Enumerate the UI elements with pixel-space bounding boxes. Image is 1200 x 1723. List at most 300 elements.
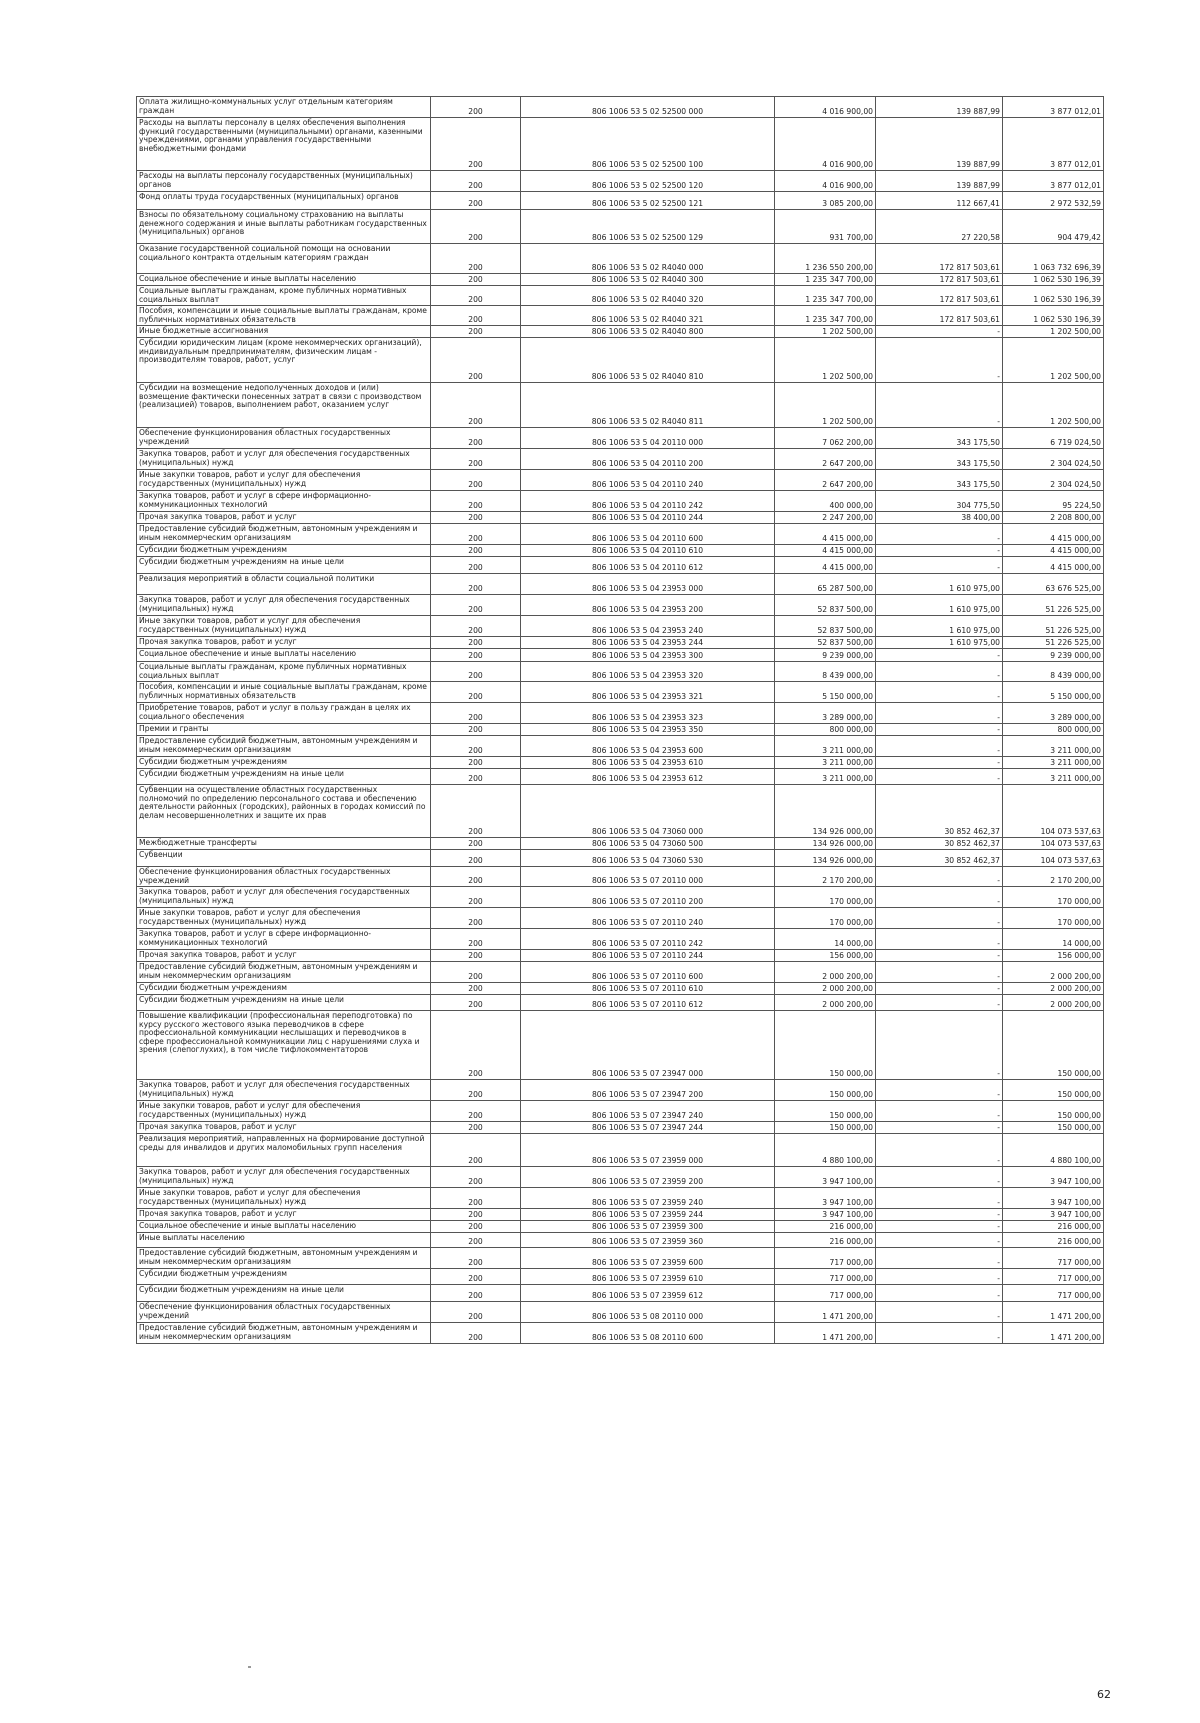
row-executed: 139 887,99 xyxy=(876,97,1003,118)
table-row xyxy=(137,244,1104,274)
table-row xyxy=(137,1188,1104,1209)
row-remaining: 904 479,42 xyxy=(1003,210,1104,244)
row-executed: - xyxy=(876,736,1003,757)
row-budget-code: 806 1006 53 5 04 23953 240 xyxy=(521,616,775,637)
table-row xyxy=(137,616,1104,637)
row-line-code: 200 xyxy=(431,850,521,867)
row-budget-code: 806 1006 53 5 07 23959 612 xyxy=(521,1285,775,1302)
row-name: Субсидии юридическим лицам (кроме некоммерческих организаций), индивидуальным предпринимателям, физическим лицам - производителям товаров, работ, услуг xyxy=(137,338,431,383)
row-remaining: 156 000,00 xyxy=(1003,950,1104,962)
row-line-code: 200 xyxy=(431,274,521,286)
row-executed: - xyxy=(876,1134,1003,1167)
row-name: Расходы на выплаты персоналу государственных (муниципальных) органов xyxy=(137,171,431,192)
table-row xyxy=(137,838,1104,850)
row-name: Предоставление субсидий бюджетным, автономным учреждениям и иным некоммерческим организациям xyxy=(137,1323,431,1344)
table-row xyxy=(137,1323,1104,1344)
row-budget-code: 806 1006 53 5 08 20110 600 xyxy=(521,1323,775,1344)
row-executed: 172 817 503,61 xyxy=(876,306,1003,326)
row-name: Прочая закупка товаров, работ и услуг xyxy=(137,1209,431,1221)
row-budget-code: 806 1006 53 5 04 23953 600 xyxy=(521,736,775,757)
row-line-code: 200 xyxy=(431,1233,521,1248)
row-name: Субсидии бюджетным учреждениям на иные цели xyxy=(137,769,431,785)
row-name: Иные закупки товаров, работ и услуг для обеспечения государственных (муниципальных) нужд xyxy=(137,1101,431,1122)
row-approved: 2 000 200,00 xyxy=(775,995,876,1011)
row-budget-code: 806 1006 53 5 02 R4040 320 xyxy=(521,286,775,306)
row-approved: 14 000,00 xyxy=(775,929,876,950)
row-budget-code: 806 1006 53 5 04 23953 320 xyxy=(521,662,775,682)
row-executed: - xyxy=(876,995,1003,1011)
table-row xyxy=(137,470,1104,491)
row-budget-code: 806 1006 53 5 07 20110 000 xyxy=(521,867,775,887)
table-row xyxy=(137,1122,1104,1134)
row-budget-code: 806 1006 53 5 04 23953 321 xyxy=(521,682,775,703)
row-approved: 2 647 200,00 xyxy=(775,449,876,470)
row-budget-code: 806 1006 53 5 04 23953 610 xyxy=(521,757,775,769)
row-name: Закупка товаров, работ и услуг для обеспечения государственных (муниципальных) нужд xyxy=(137,449,431,470)
row-remaining: 717 000,00 xyxy=(1003,1248,1104,1269)
table-row xyxy=(137,428,1104,449)
row-name: Премии и гранты xyxy=(137,724,431,736)
row-approved: 2 000 200,00 xyxy=(775,983,876,995)
row-approved: 2 247 200,00 xyxy=(775,512,876,524)
table-row xyxy=(137,867,1104,887)
row-name: Предоставление субсидий бюджетным, автономным учреждениям и иным некоммерческим организациям xyxy=(137,962,431,983)
row-name: Субсидии бюджетным учреждениям xyxy=(137,757,431,769)
row-budget-code: 806 1006 53 5 07 23959 200 xyxy=(521,1167,775,1188)
row-remaining: 1 202 500,00 xyxy=(1003,326,1104,338)
row-name: Прочая закупка товаров, работ и услуг xyxy=(137,512,431,524)
row-budget-code: 806 1006 53 5 07 23959 000 xyxy=(521,1134,775,1167)
row-executed: 30 852 462,37 xyxy=(876,785,1003,838)
row-name: Иные закупки товаров, работ и услуг для обеспечения государственных (муниципальных) нужд xyxy=(137,908,431,929)
row-name: Субсидии бюджетным учреждениям на иные цели xyxy=(137,557,431,574)
table-row xyxy=(137,1101,1104,1122)
table-row xyxy=(137,887,1104,908)
row-line-code: 200 xyxy=(431,524,521,545)
row-executed: - xyxy=(876,1188,1003,1209)
row-line-code: 200 xyxy=(431,1209,521,1221)
row-budget-code: 806 1006 53 5 04 23953 612 xyxy=(521,769,775,785)
row-line-code: 200 xyxy=(431,192,521,210)
row-remaining: 3 289 000,00 xyxy=(1003,703,1104,724)
row-approved: 3 211 000,00 xyxy=(775,736,876,757)
row-approved: 216 000,00 xyxy=(775,1233,876,1248)
row-remaining: 2 170 200,00 xyxy=(1003,867,1104,887)
row-budget-code: 806 1006 53 5 07 23947 000 xyxy=(521,1011,775,1080)
row-approved: 3 947 100,00 xyxy=(775,1188,876,1209)
row-budget-code: 806 1006 53 5 04 23953 200 xyxy=(521,595,775,616)
row-budget-code: 806 1006 53 5 07 23959 600 xyxy=(521,1248,775,1269)
row-budget-code: 806 1006 53 5 08 20110 000 xyxy=(521,1302,775,1323)
row-line-code: 200 xyxy=(431,995,521,1011)
row-executed: 343 175,50 xyxy=(876,428,1003,449)
row-approved: 52 837 500,00 xyxy=(775,616,876,637)
row-approved: 1 235 347 700,00 xyxy=(775,306,876,326)
row-budget-code: 806 1006 53 5 02 R4040 811 xyxy=(521,383,775,428)
table-row xyxy=(137,97,1104,118)
row-line-code: 200 xyxy=(431,512,521,524)
row-name: Взносы по обязательному социальному страхованию на выплаты денежного содержания и иные выплаты работникам государственных (муниципальных) органов xyxy=(137,210,431,244)
row-approved: 52 837 500,00 xyxy=(775,637,876,649)
row-budget-code: 806 1006 53 5 02 R4040 300 xyxy=(521,274,775,286)
row-line-code: 200 xyxy=(431,724,521,736)
row-remaining: 2 304 024,50 xyxy=(1003,449,1104,470)
row-remaining: 3 947 100,00 xyxy=(1003,1188,1104,1209)
table-row xyxy=(137,950,1104,962)
table-row xyxy=(137,724,1104,736)
row-name: Расходы на выплаты персоналу в целях обеспечения выполнения функций государственными (муниципальными) органами, казенными учреждениями, органами управления государственными внебюджетными фондами xyxy=(137,118,431,171)
row-remaining: 3 877 012,01 xyxy=(1003,171,1104,192)
row-line-code: 200 xyxy=(431,1248,521,1269)
row-name: Закупка товаров, работ и услуг для обеспечения государственных (муниципальных) нужд xyxy=(137,595,431,616)
row-budget-code: 806 1006 53 5 04 20110 242 xyxy=(521,491,775,512)
row-executed: 27 220,58 xyxy=(876,210,1003,244)
table-row xyxy=(137,118,1104,171)
table-row xyxy=(137,383,1104,428)
table-row xyxy=(137,1248,1104,1269)
row-remaining: 150 000,00 xyxy=(1003,1101,1104,1122)
row-line-code: 200 xyxy=(431,1269,521,1285)
row-line-code: 200 xyxy=(431,682,521,703)
row-remaining: 4 415 000,00 xyxy=(1003,524,1104,545)
table-row xyxy=(137,1302,1104,1323)
row-remaining: 9 239 000,00 xyxy=(1003,649,1104,662)
row-line-code: 200 xyxy=(431,962,521,983)
row-approved: 4 415 000,00 xyxy=(775,557,876,574)
row-executed: 304 775,50 xyxy=(876,491,1003,512)
row-executed: 343 175,50 xyxy=(876,470,1003,491)
table-row xyxy=(137,850,1104,867)
row-approved: 156 000,00 xyxy=(775,950,876,962)
row-line-code: 200 xyxy=(431,785,521,838)
row-remaining: 2 000 200,00 xyxy=(1003,995,1104,1011)
row-name: Социальное обеспечение и иные выплаты населению xyxy=(137,1221,431,1233)
row-line-code: 200 xyxy=(431,1188,521,1209)
row-executed: - xyxy=(876,338,1003,383)
row-line-code: 200 xyxy=(431,1134,521,1167)
row-remaining: 3 947 100,00 xyxy=(1003,1209,1104,1221)
row-line-code: 200 xyxy=(431,470,521,491)
row-budget-code: 806 1006 53 5 04 20110 612 xyxy=(521,557,775,574)
row-name: Межбюджетные трансферты xyxy=(137,838,431,850)
row-executed: 172 817 503,61 xyxy=(876,274,1003,286)
row-line-code: 200 xyxy=(431,595,521,616)
row-approved: 170 000,00 xyxy=(775,887,876,908)
row-line-code: 200 xyxy=(431,637,521,649)
row-line-code: 200 xyxy=(431,887,521,908)
row-remaining: 4 880 100,00 xyxy=(1003,1134,1104,1167)
table-row xyxy=(137,962,1104,983)
row-approved: 3 947 100,00 xyxy=(775,1167,876,1188)
table-row xyxy=(137,1269,1104,1285)
table-row xyxy=(137,757,1104,769)
table-row xyxy=(137,595,1104,616)
row-name: Прочая закупка товаров, работ и услуг xyxy=(137,1122,431,1134)
row-remaining: 8 439 000,00 xyxy=(1003,662,1104,682)
row-remaining: 5 150 000,00 xyxy=(1003,682,1104,703)
row-name: Субсидии бюджетным учреждениям xyxy=(137,983,431,995)
row-executed: - xyxy=(876,1233,1003,1248)
row-executed: - xyxy=(876,950,1003,962)
row-approved: 2 000 200,00 xyxy=(775,962,876,983)
row-line-code: 200 xyxy=(431,210,521,244)
row-name: Закупка товаров, работ и услуг для обеспечения государственных (муниципальных) нужд xyxy=(137,887,431,908)
row-budget-code: 806 1006 53 5 07 23947 244 xyxy=(521,1122,775,1134)
row-executed: 172 817 503,61 xyxy=(876,286,1003,306)
row-name: Закупка товаров, работ и услуг в сфере информационно-коммуникационных технологий xyxy=(137,929,431,950)
row-budget-code: 806 1006 53 5 07 23947 240 xyxy=(521,1101,775,1122)
row-remaining: 1 062 530 196,39 xyxy=(1003,274,1104,286)
row-approved: 150 000,00 xyxy=(775,1101,876,1122)
row-approved: 9 239 000,00 xyxy=(775,649,876,662)
row-remaining: 2 000 200,00 xyxy=(1003,962,1104,983)
row-line-code: 200 xyxy=(431,1302,521,1323)
table-row xyxy=(137,929,1104,950)
row-line-code: 200 xyxy=(431,983,521,995)
row-approved: 3 085 200,00 xyxy=(775,192,876,210)
row-approved: 3 211 000,00 xyxy=(775,769,876,785)
row-budget-code: 806 1006 53 5 07 23959 244 xyxy=(521,1209,775,1221)
row-executed: - xyxy=(876,557,1003,574)
table-row xyxy=(137,1233,1104,1248)
row-executed: 30 852 462,37 xyxy=(876,838,1003,850)
row-approved: 1 202 500,00 xyxy=(775,326,876,338)
row-approved: 4 016 900,00 xyxy=(775,118,876,171)
row-name: Социальное обеспечение и иные выплаты населению xyxy=(137,649,431,662)
table-body xyxy=(137,97,1104,1344)
row-name: Субсидии на возмещение недополученных доходов и (или) возмещение фактически понесенных затрат в связи с производством (реализацией) товаров, выполнением работ, оказанием услуг xyxy=(137,383,431,428)
row-remaining: 1 202 500,00 xyxy=(1003,383,1104,428)
row-budget-code: 806 1006 53 5 04 23953 350 xyxy=(521,724,775,736)
row-executed: 139 887,99 xyxy=(876,118,1003,171)
row-line-code: 200 xyxy=(431,1011,521,1080)
row-approved: 4 880 100,00 xyxy=(775,1134,876,1167)
row-approved: 150 000,00 xyxy=(775,1011,876,1080)
row-remaining: 4 415 000,00 xyxy=(1003,557,1104,574)
row-remaining: 717 000,00 xyxy=(1003,1269,1104,1285)
table-row xyxy=(137,286,1104,306)
row-budget-code: 806 1006 53 5 07 23947 200 xyxy=(521,1080,775,1101)
row-executed: - xyxy=(876,1248,1003,1269)
row-name: Предоставление субсидий бюджетным, автономным учреждениям и иным некоммерческим организациям xyxy=(137,524,431,545)
row-remaining: 2 208 800,00 xyxy=(1003,512,1104,524)
row-approved: 2 170 200,00 xyxy=(775,867,876,887)
row-name: Предоставление субсидий бюджетным, автономным учреждениям и иным некоммерческим организациям xyxy=(137,1248,431,1269)
table-row xyxy=(137,545,1104,557)
row-approved: 134 926 000,00 xyxy=(775,785,876,838)
row-executed: 139 887,99 xyxy=(876,171,1003,192)
table-row xyxy=(137,769,1104,785)
row-executed: - xyxy=(876,1101,1003,1122)
row-budget-code: 806 1006 53 5 04 20110 244 xyxy=(521,512,775,524)
table-row xyxy=(137,192,1104,210)
table-row xyxy=(137,306,1104,326)
row-approved: 931 700,00 xyxy=(775,210,876,244)
row-line-code: 200 xyxy=(431,557,521,574)
row-approved: 8 439 000,00 xyxy=(775,662,876,682)
row-budget-code: 806 1006 53 5 07 23959 610 xyxy=(521,1269,775,1285)
row-executed: - xyxy=(876,326,1003,338)
row-remaining: 3 211 000,00 xyxy=(1003,757,1104,769)
row-name: Повышение квалификации (профессиональная переподготовка) по курсу русского жестового языка переводчиков в сфере профессиональной коммуникации неслышащих и переводчиков в сфере профессиональной коммуникации лиц с нарушениями слуха и зрения (слепоглухих), в том числе тифлокомментаторов xyxy=(137,1011,431,1080)
table-row xyxy=(137,662,1104,682)
row-budget-code: 806 1006 53 5 04 23953 000 xyxy=(521,574,775,595)
row-executed: - xyxy=(876,867,1003,887)
row-line-code: 200 xyxy=(431,97,521,118)
row-line-code: 200 xyxy=(431,929,521,950)
row-name: Субсидии бюджетным учреждениям на иные цели xyxy=(137,995,431,1011)
row-name: Реализация мероприятий, направленных на формирование доступной среды для инвалидов и других маломобильных групп населения xyxy=(137,1134,431,1167)
row-name: Закупка товаров, работ и услуг для обеспечения государственных (муниципальных) нужд xyxy=(137,1167,431,1188)
row-remaining: 800 000,00 xyxy=(1003,724,1104,736)
row-approved: 3 211 000,00 xyxy=(775,757,876,769)
row-remaining: 1 471 200,00 xyxy=(1003,1302,1104,1323)
row-name: Оплата жилищно-коммунальных услуг отдельным категориям граждан xyxy=(137,97,431,118)
row-line-code: 200 xyxy=(431,449,521,470)
row-name: Субсидии бюджетным учреждениям xyxy=(137,1269,431,1285)
row-executed: 1 610 975,00 xyxy=(876,616,1003,637)
row-executed: - xyxy=(876,682,1003,703)
row-budget-code: 806 1006 53 5 04 23953 244 xyxy=(521,637,775,649)
row-name: Предоставление субсидий бюджетным, автономным учреждениям и иным некоммерческим организациям xyxy=(137,736,431,757)
row-remaining: 14 000,00 xyxy=(1003,929,1104,950)
row-executed: - xyxy=(876,524,1003,545)
row-remaining: 1 471 200,00 xyxy=(1003,1323,1104,1344)
row-budget-code: 806 1006 53 5 02 R4040 800 xyxy=(521,326,775,338)
row-budget-code: 806 1006 53 5 07 20110 240 xyxy=(521,908,775,929)
row-budget-code: 806 1006 53 5 02 R4040 810 xyxy=(521,338,775,383)
row-executed: - xyxy=(876,662,1003,682)
row-executed: - xyxy=(876,1209,1003,1221)
row-line-code: 200 xyxy=(431,171,521,192)
row-executed: - xyxy=(876,757,1003,769)
row-remaining: 104 073 537,63 xyxy=(1003,850,1104,867)
row-remaining: 216 000,00 xyxy=(1003,1233,1104,1248)
row-executed: - xyxy=(876,1221,1003,1233)
row-remaining: 170 000,00 xyxy=(1003,908,1104,929)
table-row xyxy=(137,983,1104,995)
row-name: Прочая закупка товаров, работ и услуг xyxy=(137,950,431,962)
row-remaining: 216 000,00 xyxy=(1003,1221,1104,1233)
row-line-code: 200 xyxy=(431,244,521,274)
row-executed: - xyxy=(876,887,1003,908)
row-name: Иные закупки товаров, работ и услуг для обеспечения государственных (муниципальных) нужд xyxy=(137,616,431,637)
row-executed: - xyxy=(876,908,1003,929)
row-remaining: 150 000,00 xyxy=(1003,1011,1104,1080)
row-approved: 134 926 000,00 xyxy=(775,850,876,867)
row-line-code: 200 xyxy=(431,838,521,850)
row-remaining: 2 972 532,59 xyxy=(1003,192,1104,210)
row-budget-code: 806 1006 53 5 07 20110 610 xyxy=(521,983,775,995)
row-remaining: 150 000,00 xyxy=(1003,1122,1104,1134)
table-row xyxy=(137,1080,1104,1101)
row-line-code: 200 xyxy=(431,1167,521,1188)
row-approved: 800 000,00 xyxy=(775,724,876,736)
row-approved: 1 202 500,00 xyxy=(775,383,876,428)
row-budget-code: 806 1006 53 5 04 23953 300 xyxy=(521,649,775,662)
row-name: Обеспечение функционирования областных государственных учреждений xyxy=(137,428,431,449)
row-line-code: 200 xyxy=(431,326,521,338)
row-remaining: 717 000,00 xyxy=(1003,1285,1104,1302)
row-executed: - xyxy=(876,724,1003,736)
row-remaining: 1 063 732 696,39 xyxy=(1003,244,1104,274)
row-budget-code: 806 1006 53 5 04 20110 600 xyxy=(521,524,775,545)
row-budget-code: 806 1006 53 5 02 52500 100 xyxy=(521,118,775,171)
row-budget-code: 806 1006 53 5 07 23959 360 xyxy=(521,1233,775,1248)
row-budget-code: 806 1006 53 5 07 20110 600 xyxy=(521,962,775,983)
row-line-code: 200 xyxy=(431,867,521,887)
row-name: Иные выплаты населению xyxy=(137,1233,431,1248)
row-approved: 65 287 500,00 xyxy=(775,574,876,595)
row-approved: 7 062 200,00 xyxy=(775,428,876,449)
row-approved: 4 415 000,00 xyxy=(775,545,876,557)
table-row xyxy=(137,274,1104,286)
table-row xyxy=(137,736,1104,757)
table-row xyxy=(137,171,1104,192)
row-name: Обеспечение функционирования областных государственных учреждений xyxy=(137,1302,431,1323)
table-row xyxy=(137,682,1104,703)
table-row xyxy=(137,449,1104,470)
row-approved: 1 471 200,00 xyxy=(775,1302,876,1323)
row-executed: - xyxy=(876,1269,1003,1285)
table-row xyxy=(137,995,1104,1011)
row-line-code: 200 xyxy=(431,1285,521,1302)
row-name: Субвенции xyxy=(137,850,431,867)
row-name: Социальное обеспечение и иные выплаты населению xyxy=(137,274,431,286)
row-remaining: 95 224,50 xyxy=(1003,491,1104,512)
row-approved: 170 000,00 xyxy=(775,908,876,929)
row-remaining: 51 226 525,00 xyxy=(1003,637,1104,649)
table-row xyxy=(137,1011,1104,1080)
row-line-code: 200 xyxy=(431,703,521,724)
row-line-code: 200 xyxy=(431,491,521,512)
row-line-code: 200 xyxy=(431,1323,521,1344)
row-budget-code: 806 1006 53 5 07 23959 300 xyxy=(521,1221,775,1233)
table-row xyxy=(137,908,1104,929)
table-row xyxy=(137,512,1104,524)
row-name: Иные бюджетные ассигнования xyxy=(137,326,431,338)
row-line-code: 200 xyxy=(431,286,521,306)
table-row xyxy=(137,1285,1104,1302)
row-approved: 2 647 200,00 xyxy=(775,470,876,491)
row-line-code: 200 xyxy=(431,118,521,171)
table-row xyxy=(137,338,1104,383)
table-row xyxy=(137,326,1104,338)
row-approved: 4 016 900,00 xyxy=(775,97,876,118)
row-remaining: 3 947 100,00 xyxy=(1003,1167,1104,1188)
row-approved: 3 947 100,00 xyxy=(775,1209,876,1221)
row-remaining: 51 226 525,00 xyxy=(1003,595,1104,616)
row-name: Субвенции на осуществление областных государственных полномочий по определению персонального состава и обеспечению деятельности районных (городских), районных в городах комиссий по делам несовершеннолетних и защите их прав xyxy=(137,785,431,838)
row-remaining: 3 211 000,00 xyxy=(1003,769,1104,785)
table-row xyxy=(137,703,1104,724)
row-remaining: 1 062 530 196,39 xyxy=(1003,306,1104,326)
row-executed: - xyxy=(876,1080,1003,1101)
row-executed: - xyxy=(876,1167,1003,1188)
row-name: Закупка товаров, работ и услуг для обеспечения государственных (муниципальных) нужд xyxy=(137,1080,431,1101)
row-budget-code: 806 1006 53 5 07 20110 200 xyxy=(521,887,775,908)
page-number: 62 xyxy=(1097,1688,1111,1701)
row-remaining: 3 211 000,00 xyxy=(1003,736,1104,757)
row-name: Иные закупки товаров, работ и услуг для обеспечения государственных (муниципальных) нужд xyxy=(137,470,431,491)
row-approved: 1 235 347 700,00 xyxy=(775,274,876,286)
row-line-code: 200 xyxy=(431,1221,521,1233)
row-name: Субсидии бюджетным учреждениям на иные цели xyxy=(137,1285,431,1302)
table-row xyxy=(137,1167,1104,1188)
row-executed: - xyxy=(876,1122,1003,1134)
row-approved: 1 471 200,00 xyxy=(775,1323,876,1344)
row-executed: - xyxy=(876,383,1003,428)
